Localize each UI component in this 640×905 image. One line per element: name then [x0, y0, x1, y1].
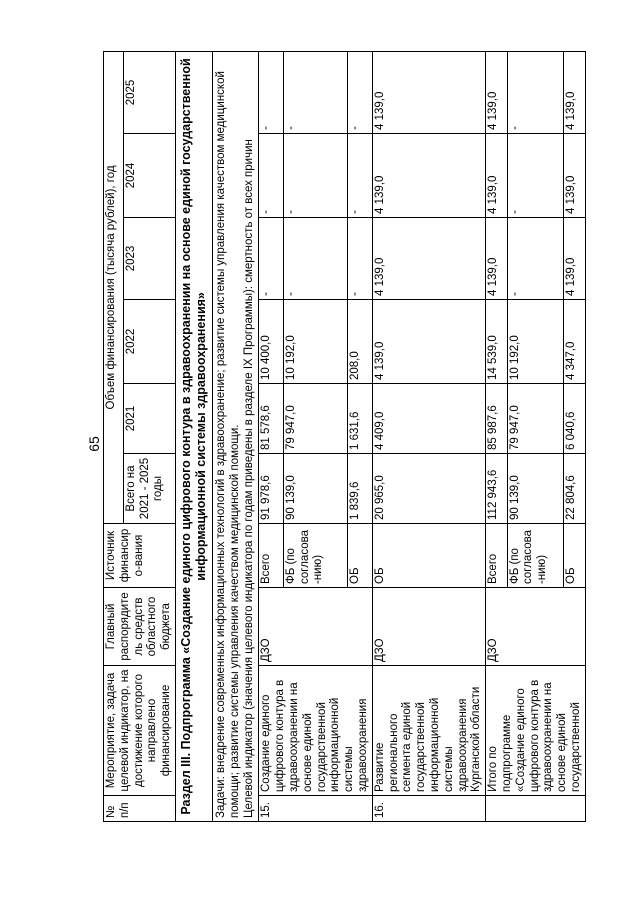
row-source: ОБ [372, 524, 485, 588]
cell-y2024: - [348, 134, 372, 218]
table-row [259, 51, 283, 821]
cell-y2021: 85 987,6 [486, 384, 507, 454]
row-source: ОБ [564, 524, 585, 588]
cell-y2024: 4 139,0 [486, 134, 507, 218]
cell-y2025: 4 139,0 [564, 51, 585, 133]
cell-y2023: 4 139,0 [372, 218, 485, 300]
page-number: 65 [85, 436, 102, 452]
table-row [486, 51, 507, 821]
cell-y2025: - [507, 51, 564, 133]
col-header-source: Источник финансиро-вания [104, 524, 176, 588]
cell-y2022: 4 347,0 [564, 300, 585, 384]
col-header-total: Всего на 2021 - 2025 годы [123, 454, 175, 524]
row-source: ФБ (по согласова-нию) [507, 524, 564, 588]
cell-y2025: 4 139,0 [372, 51, 485, 133]
cell-y2023: - [283, 218, 348, 300]
row-source: Всего [486, 524, 507, 588]
cell-y2022: 10 192,0 [507, 300, 564, 384]
cell-y2023: - [348, 218, 372, 300]
cell-y2021: 79 947,0 [283, 384, 348, 454]
row-measure: Итого по подпрограмме «Создание единого цифрового контура в здравоохранении на основе единой государственной [486, 666, 586, 796]
cell-y2025: - [348, 51, 372, 133]
cell-y2021: 81 578,6 [259, 384, 283, 454]
tasks-text: Задачи: внедрение современных информационных технологий в здравоохранение; развитие системы управления качеством медицинской помощи; развитие системы управления качеством медицинской помощи. [214, 71, 241, 818]
cell-y2022: 208,0 [348, 300, 372, 384]
row-number: 16. [372, 796, 485, 822]
col-header-num: № п/п [104, 796, 176, 822]
cell-y2023: - [507, 218, 564, 300]
table-row [372, 51, 485, 821]
cell-y2025: - [283, 51, 348, 133]
col-header-year: 2024 [123, 134, 175, 218]
cell-y2023: 4 139,0 [564, 218, 585, 300]
tasks-row [212, 51, 258, 821]
row-measure: Создание единого цифрового контура в здравоохранении на основе единой государственной информационной системы здравоохранения [259, 666, 372, 796]
cell-total: 112 943,6 [486, 454, 507, 524]
cell-y2021: 79 947,0 [507, 384, 564, 454]
cell-y2021: 6 040,6 [564, 384, 585, 454]
row-distributor: ДЗО [259, 588, 372, 666]
row-source: ОБ [348, 524, 372, 588]
cell-total: 91 978,6 [259, 454, 283, 524]
cell-y2024: - [507, 134, 564, 218]
col-header-distributor: Главный распорядитель средств областного бюджета [104, 588, 176, 666]
row-distributor: ДЗО [372, 588, 485, 666]
cell-y2021: 4 409,0 [372, 384, 485, 454]
col-header-year: 2025 [123, 51, 175, 133]
header-row-1 [104, 51, 124, 821]
cell-y2024: - [283, 134, 348, 218]
cell-y2025: - [259, 51, 283, 133]
indicator-text: Целевой индикатор (значения целевого индикатора по годам приведены в разделе IX Программы): смертность от всех причин [242, 139, 255, 818]
cell-y2022: 14 539,0 [486, 300, 507, 384]
row-source: Всего [259, 524, 283, 588]
cell-y2022: 4 139,0 [372, 300, 485, 384]
cell-y2022: 10 400,0 [259, 300, 283, 384]
row-source: ФБ (по согласова-нию) [283, 524, 348, 588]
col-header-funding: Объем финансирования (тысяча рублей), год [104, 51, 124, 523]
cell-y2021: 1 631,6 [348, 384, 372, 454]
cell-y2023: 4 139,0 [486, 218, 507, 300]
cell-total: 90 139,0 [507, 454, 564, 524]
cell-y2024: 4 139,0 [564, 134, 585, 218]
cell-total: 20 965,0 [372, 454, 485, 524]
cell-y2023: - [259, 218, 283, 300]
table-body [259, 51, 585, 821]
row-measure: Развитие регионального сегмента единой государственной информационной системы здравоохранения Курганской области [372, 666, 485, 796]
section-row [175, 51, 212, 821]
rotated-page [103, 52, 619, 822]
section-title: Раздел III. Подпрограмма «Создание единого цифрового контура в здравоохранении на основе единой государственной информационной системы здравоохранения» [175, 51, 212, 821]
cell-y2022: 10 192,0 [283, 300, 348, 384]
col-header-measure: Мероприятие, задача целевой индикатор, на достижение которого направлено финансирование [104, 666, 176, 796]
col-header-year: 2023 [123, 218, 175, 300]
cell-y2025: 4 139,0 [486, 51, 507, 133]
row-distributor: ДЗО [486, 588, 586, 666]
cell-y2024: - [259, 134, 283, 218]
col-header-year: 2021 [123, 384, 175, 454]
row-number [486, 796, 586, 822]
cell-total: 22 804,6 [564, 454, 585, 524]
cell-total: 1 839,6 [348, 454, 372, 524]
cell-y2024: 4 139,0 [372, 134, 485, 218]
row-number: 15. [259, 796, 372, 822]
col-header-year: 2022 [123, 300, 175, 384]
cell-total: 90 139,0 [283, 454, 348, 524]
funding-table [103, 51, 586, 822]
